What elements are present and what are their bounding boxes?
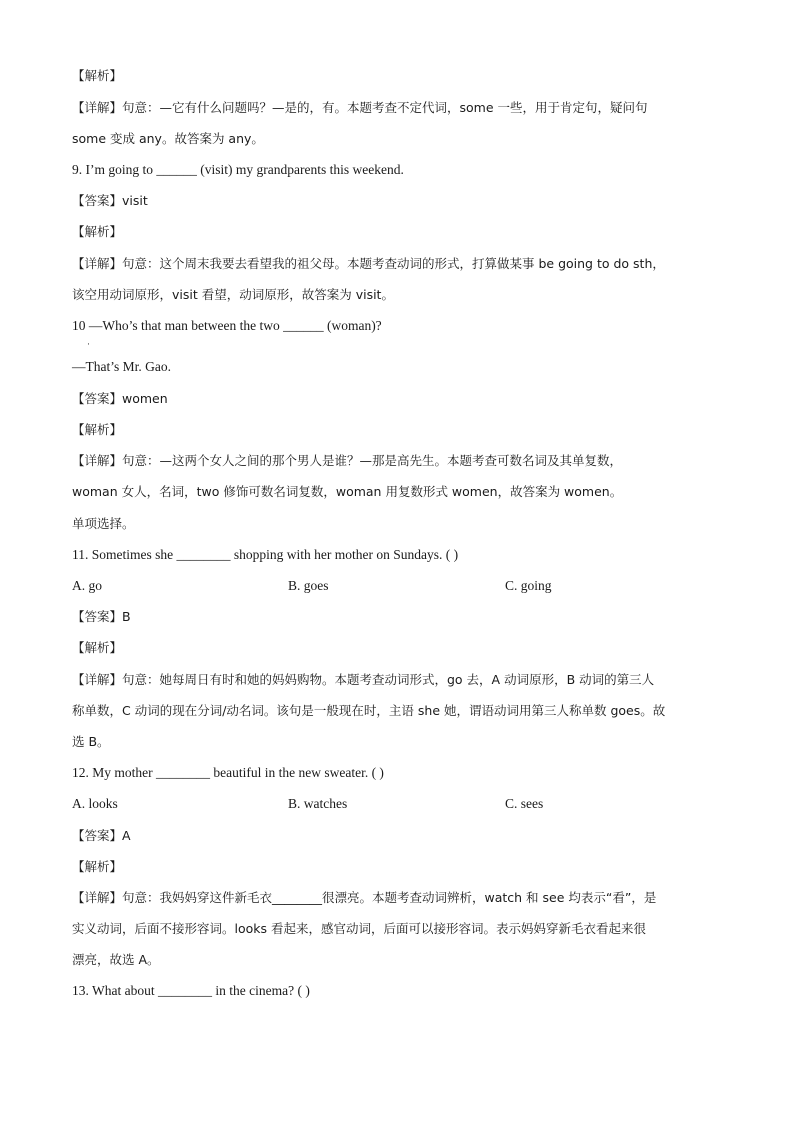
explanation-text: 称单数，C 动词的现在分词/动名词。该句是一般现在时，主语 she 她，谓语动词用第三人称单数 goes。故 [72, 703, 666, 718]
option-a: A. go [72, 578, 102, 593]
question-13: 13. What about ________ in the cinema? ( ) [72, 983, 310, 998]
question-12: 12. My mother ________ beautiful in the new sweater. ( ) [72, 765, 384, 780]
explanation-text: woman 女人，名词，two 修饰可数名词复数，woman 用复数形式 women，故答案为 women。 [72, 484, 623, 499]
answer-line: 【答案】women [72, 391, 168, 406]
answer-line: 【答案】A [72, 828, 131, 843]
option-a: A. looks [72, 796, 118, 811]
section-heading: 单项选择。 [72, 516, 135, 531]
analysis-heading: 【解析】 [72, 859, 123, 874]
explanation-text: 该空用动词原形，visit 看望，动词原形，故答案为 visit。 [72, 287, 394, 302]
explanation-text: 实义动词，后面不接形容词。looks 看起来，感官动词，后面可以接形容词。表示妈妈穿新毛衣看起来很 [72, 921, 646, 936]
question-10-reply: —That’s Mr. Gao. [72, 359, 171, 374]
question-9: 9. I’m going to ______ (visit) my grandparents this weekend. [72, 162, 404, 177]
option-b: B. watches [288, 796, 348, 811]
answer-line: 【答案】visit [72, 193, 148, 208]
option-c: C. sees [505, 796, 544, 811]
question-10: 10 —Who’s that man between the two ______ (woman)? [72, 318, 382, 333]
analysis-heading: 【解析】 [72, 224, 123, 239]
explanation-text: 【详解】句意：我妈妈穿这件新毛衣________很漂亮。本题考查动词辨析，watch 和 see 均表示“看”，是 [72, 890, 657, 905]
explanation-text: 漂亮，故选 A。 [72, 952, 160, 967]
analysis-heading: 【解析】 [72, 68, 123, 83]
question-11: 11. Sometimes she ________ shopping with her mother on Sundays. ( ) [72, 547, 459, 562]
explanation-text: 【详解】句意：她每周日有时和她的妈妈购物。本题考查动词形式，go 去，A 动词原形，B 动词的第三人 [72, 672, 655, 687]
explanation-text: 【详解】句意：—它有什么问题吗？—是的，有。本题考查不定代词，some 一些，用于肯定句，疑问句 [72, 100, 648, 115]
explanation-text: 【详解】句意：—这两个女人之间的那个男人是谁？—那是高先生。本题考查可数名词及其单复数， [72, 453, 623, 468]
stray-dot: · [87, 339, 90, 349]
explanation-text: 【详解】句意：这个周末我要去看望我的祖父母。本题考查动词的形式，打算做某事 be going to do sth， [72, 256, 665, 271]
analysis-heading: 【解析】 [72, 422, 123, 437]
answer-line: 【答案】B [72, 609, 131, 624]
explanation-text: 选 B。 [72, 734, 110, 749]
analysis-heading: 【解析】 [72, 640, 123, 655]
option-b: B. goes [288, 578, 329, 593]
option-c: C. going [505, 578, 552, 593]
explanation-text: some 变成 any。故答案为 any。 [72, 131, 264, 146]
